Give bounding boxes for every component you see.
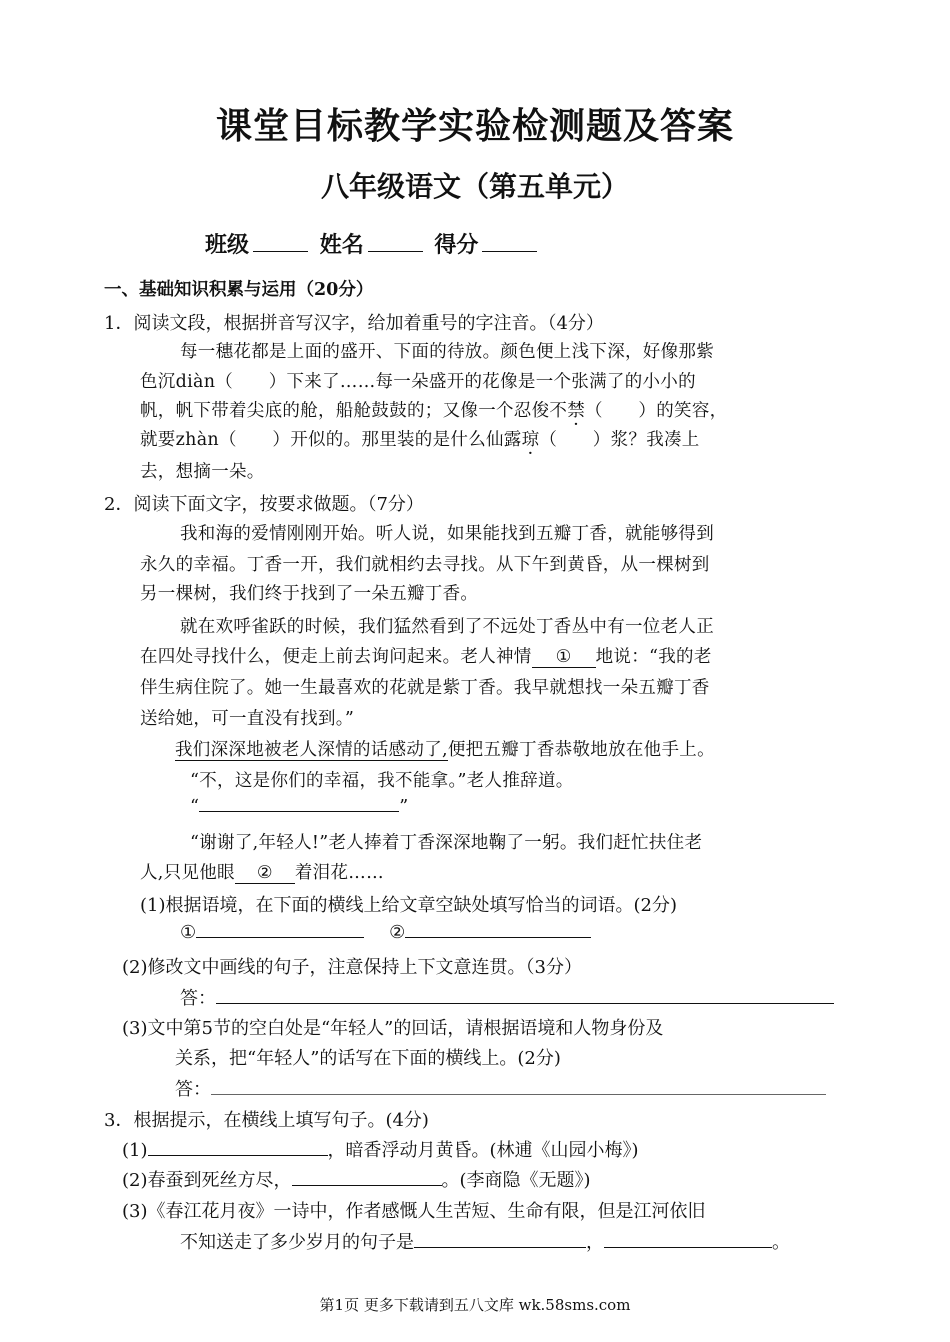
class-blank (253, 251, 308, 252)
q1-passage-line-5: 去，想摘一朵。 (140, 462, 265, 482)
class-label: 班级 (205, 232, 250, 258)
score-blank (482, 251, 537, 252)
q3-item-1: (1) ，暗香浮动月黄昏。(林逋《山园小梅》) (122, 1140, 639, 1161)
page-title: 课堂目标教学实验检测题及答案 (215, 105, 734, 147)
q2-passage-line: “谢谢了,年轻人!”老人捧着丁香深深地鞠了一躬。我们赶忙扶住老 (190, 833, 703, 853)
q1-passage-line-1: 每一穗花都是上面的盛开、下面的待放。颜色便上浅下深，好像那紫 (180, 342, 714, 362)
q2-sub1-answer-line: ① ② (180, 922, 591, 943)
blank-1: ① (532, 647, 596, 668)
poem-blank[interactable] (148, 1155, 328, 1156)
q2-passage-line: 送给她，可一直没有找到。” (140, 709, 355, 729)
q2-subquestion-1: (1)根据语境，在下面的横线上给文章空缺处填写恰当的词语。(2分) (140, 895, 677, 916)
question-3-prompt: 3．根据提示，在横线上填写句子。(4分) (104, 1110, 429, 1131)
q2-passage-line: 另一棵树，我们终于找到了一朵五瓣丁香。 (140, 584, 479, 604)
emphasis-char: 禁 (567, 401, 586, 421)
q2-subquestion-3-line-1: (3)文中第5节的空白处是“年轻人”的回话，请根据语境和人物身份及 (122, 1018, 664, 1039)
q1-passage-line-2: 色沉diàn（ ）下来了……每一朵盛开的花像是一个张满了的小小的 (140, 372, 696, 392)
poem-blank[interactable] (414, 1247, 586, 1248)
name-label: 姓名 (319, 232, 364, 258)
q3-item-2: (2)春蚕到死丝方尽， 。(李商隐《无题》) (122, 1170, 591, 1191)
answer-blank-long[interactable] (211, 1094, 826, 1095)
answer-blank-2[interactable] (405, 937, 591, 938)
q2-passage-line: 在四处寻找什么，便走上前去询问起来。老人神情 ① 地说：“我的老 (140, 647, 712, 667)
q2-subquestion-3-line-2: 关系，把“年轻人”的话写在下面的横线上。(2分) (175, 1048, 561, 1069)
q2-sub2-answer-line: 答： (180, 984, 834, 1010)
poem-blank[interactable] (604, 1247, 772, 1248)
q1-passage-line-4: 就要zhàn（ ）开似的。那里装的是什么仙露琼（ ）浆？我凑上 (140, 430, 700, 450)
name-blank (368, 251, 423, 252)
q2-sub3-answer-line: 答： (175, 1075, 826, 1101)
section-heading: 一、基础知识积累与运用（20分） (104, 280, 374, 300)
q2-blank-quote: “ ” (190, 797, 409, 817)
student-info-line (205, 228, 541, 259)
underlined-sentence: 我们深深地被老人深情的话感动了, (175, 740, 448, 760)
page-subtitle: 八年级语文（第五单元） (320, 170, 629, 203)
poem-blank[interactable] (292, 1185, 442, 1186)
page-footer: 第1页 更多下载请到五八文库 wk.58sms.com (319, 1296, 631, 1314)
q2-subquestion-2: (2)修改文中画线的句子，注意保持上下文意连贯。（3分） (122, 957, 582, 978)
q3-item-3-line-1: (3)《春江花月夜》一诗中，作者感慨人生苦短、生命有限，但是江河依旧 (122, 1201, 706, 1222)
score-label: 得分 (434, 232, 479, 258)
question-2-prompt: 2．阅读下面文字，按要求做题。（7分） (104, 494, 424, 515)
blank-2: ② (235, 863, 295, 884)
q3-item-3-line-2: 不知送走了多少岁月的句子是 ， 。 (180, 1232, 790, 1253)
q2-passage-line: 永久的幸福。丁香一开，我们就相约去寻找。从下午到黄昏，从一棵树到 (140, 555, 710, 575)
q2-passage-line: “不，这是你们的幸福，我不能拿。”老人推辞道。 (190, 771, 574, 791)
q2-passage-line: 我和海的爱情刚刚开始。听人说，如果能找到五瓣丁香，就能够得到 (180, 524, 714, 544)
q2-passage-line: 伴生病住院了。她一生最喜欢的花就是紫丁香。我早就想找一朵五瓣丁香 (140, 678, 710, 698)
quote-blank (199, 811, 399, 812)
q2-passage-line: 人,只见他眼 ② 着泪花…… (140, 863, 384, 883)
q1-passage-line-3: 帆，帆下带着尖底的舱，船舱鼓鼓的；又像一个忍俊不禁（ ）的笑容， (140, 401, 728, 421)
emphasis-char: 琼 (521, 430, 540, 450)
q2-underlined-sentence-line: 我们深深地被老人深情的话感动了,便把五瓣丁香恭敬地放在他手上。 (175, 740, 715, 760)
question-1-prompt: 1．阅读文段，根据拼音写汉字，给加着重号的字注音。（4分） (104, 313, 604, 334)
answer-blank-1[interactable] (196, 937, 364, 938)
q2-passage-line: 就在欢呼雀跃的时候，我们猛然看到了不远处丁香丛中有一位老人正 (180, 617, 714, 637)
answer-blank-long[interactable] (216, 1003, 834, 1004)
